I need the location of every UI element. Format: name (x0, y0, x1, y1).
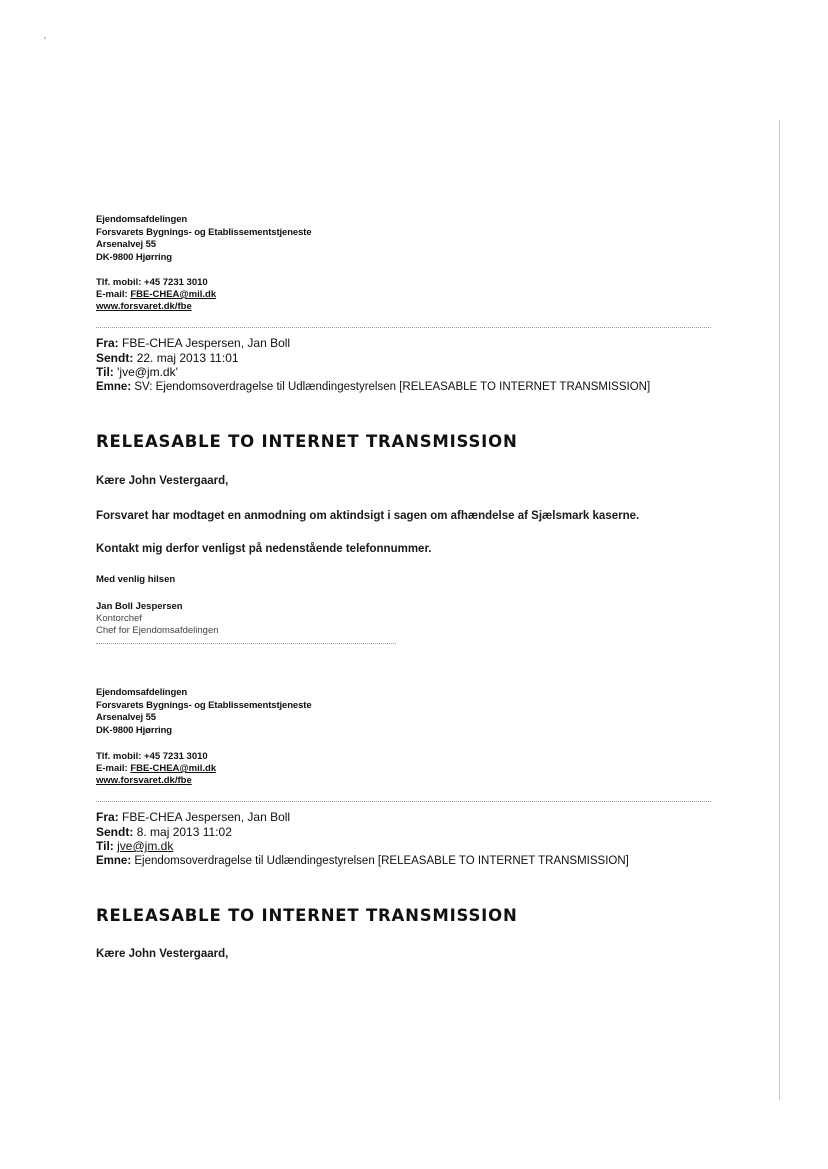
from-value: FBE-CHEA Jespersen, Jan Boll (122, 810, 291, 824)
subject-label: Emne: (96, 380, 132, 393)
contact-email-label: E-mail: (96, 289, 131, 300)
signature-org: Forsvarets Bygnings- og Etablissementstjeneste (96, 226, 312, 238)
contact-block (96, 277, 216, 313)
header-from (96, 810, 629, 825)
sent-label: Sendt: (96, 824, 134, 839)
signature-dept: Ejendomsafdelingen (96, 687, 188, 698)
sent-label: Sendt: (96, 350, 134, 365)
sender-role: Chef for Ejendomsafdelingen (96, 625, 219, 636)
contact-email-line (96, 289, 216, 301)
header-to (96, 365, 650, 380)
header-sent (96, 825, 629, 840)
signature-org: Forsvarets Bygnings- og Etablissementstjeneste (96, 699, 312, 711)
signature-city: DK-9800 Hjørring (96, 724, 173, 736)
from-value: FBE-CHEA Jespersen, Jan Boll (122, 336, 291, 350)
to-value: 'jve@jm.dk' (117, 365, 178, 379)
to-label: Til: (96, 365, 114, 379)
contact-phone: Tlf. mobil: +45 7231 3010 (96, 277, 208, 288)
scan-speck: ' (44, 36, 46, 47)
header-divider-2 (96, 801, 711, 802)
sender-name: Jan Boll Jespersen (96, 601, 183, 612)
signature-street: Arsenalvej 55 (96, 239, 156, 250)
header-to (96, 839, 629, 854)
contact-email-label: E-mail: (96, 763, 131, 774)
closing: Med venlig hilsen (96, 574, 176, 585)
scan-edge-line (779, 120, 780, 1100)
greeting: Kære John Vestergaard, (96, 475, 229, 487)
from-label: Fra: (96, 336, 119, 350)
email-header-2 (96, 810, 629, 868)
subject-value: SV: Ejendomsoverdragelse til Udlændingestyrelsen [RELEASABLE TO INTERNET TRANSMISSION] (134, 380, 651, 393)
sender-titles (96, 613, 219, 637)
to-value[interactable]: jve@jm.dk (117, 839, 174, 853)
classification-heading-2: RELEASABLE TO INTERNET TRANSMISSION (96, 906, 518, 925)
sender-title: Kontorchef (96, 613, 142, 624)
signature-city: DK-9800 Hjørring (96, 251, 173, 263)
signature-divider (96, 643, 396, 644)
contact-phone: Tlf. mobil: +45 7231 3010 (96, 751, 208, 762)
subject-value: Ejendomsoverdragelse til Udlændingestyrelsen [RELEASABLE TO INTERNET TRANSMISSION] (134, 854, 629, 867)
sent-value: 22. maj 2013 11:01 (136, 350, 239, 365)
signature-street: Arsenalvej 55 (96, 712, 156, 723)
header-subject (96, 380, 650, 395)
header-from (96, 336, 650, 351)
paragraph-contact: Kontakt mig derfor venligst på nedenstående telefonnummer. (96, 543, 432, 555)
subject-label: Emne: (96, 854, 132, 867)
classification-heading: RELEASABLE TO INTERNET TRANSMISSION (96, 432, 518, 451)
sent-value: 8. maj 2013 11:02 (136, 824, 232, 839)
contact-block-2 (96, 751, 216, 787)
contact-email-line (96, 763, 216, 775)
greeting-2: Kære John Vestergaard, (96, 948, 229, 960)
header-sent (96, 351, 650, 366)
signature-dept: Ejendomsafdelingen (96, 214, 188, 225)
contact-email-link[interactable]: FBE-CHEA@mil.dk (130, 763, 217, 774)
to-label: Til: (96, 839, 114, 853)
contact-web-link[interactable]: www.forsvaret.dk/fbe (96, 301, 192, 312)
contact-web-link[interactable]: www.forsvaret.dk/fbe (96, 775, 192, 786)
from-label: Fra: (96, 810, 119, 824)
paragraph-request: Forsvaret har modtaget en anmodning om aktindsigt i sagen om afhændelse af Sjælsmark kaserne. (96, 510, 640, 522)
contact-email-link[interactable]: FBE-CHEA@mil.dk (130, 289, 217, 300)
signature-block (96, 214, 312, 264)
email-header (96, 336, 650, 394)
signature-block-2 (96, 687, 312, 737)
header-divider (96, 327, 711, 328)
header-subject (96, 854, 629, 869)
